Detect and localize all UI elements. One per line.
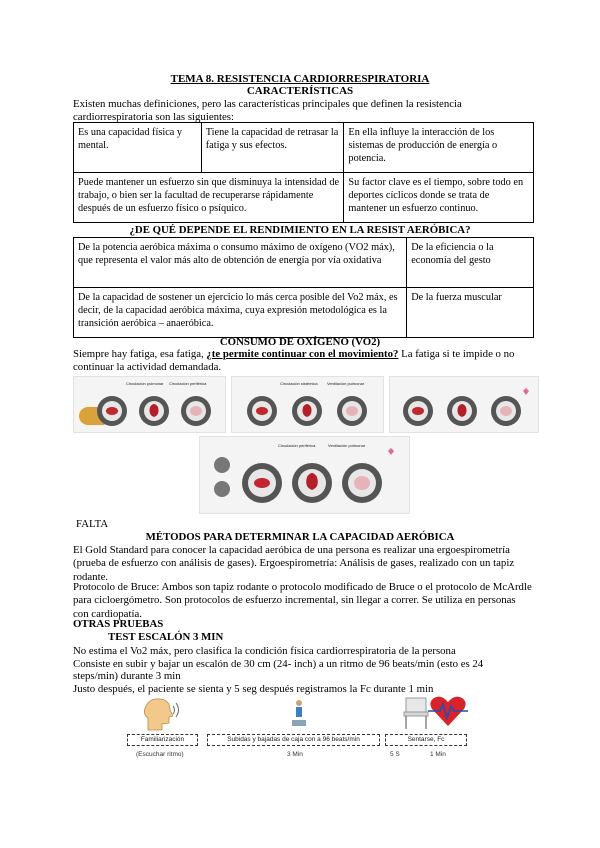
characteristics-heading: CARACTERÍSTICAS <box>246 85 354 97</box>
table-cell: De la fuerza muscular <box>407 288 534 338</box>
gear-diagram-3 <box>389 376 539 433</box>
gear-diagram-2 <box>231 376 384 433</box>
step-test-heading: TEST ESCALÓN 3 MIN <box>108 631 224 643</box>
characteristics-intro: Existen muchas definiciones, pero las características principales que definen la resistencia cardiorrespiratoria son las siguientes: <box>73 98 462 124</box>
figure-label: Circulación periférica <box>278 443 316 448</box>
step-figure-icon <box>288 698 310 728</box>
table-cell: Puede mantener un esfuerzo sin que disminuya la intensidad de trabajo, o bien ser la facultad de recuperarse rápidamente después de un esfuerzo físico o psíquico. <box>74 173 344 223</box>
table-cell: Es una capacidad física y mental. <box>74 123 202 173</box>
seated-hr-box: Sentarse, Fc <box>385 734 467 746</box>
gear-diagram-1 <box>73 376 226 433</box>
familiarization-box: Familiarización <box>127 734 198 746</box>
step-phase-box: Subidas y bajadas de caja con a 96 beats/min <box>207 734 380 746</box>
table-cell: Tiene la capacidad de retrasar la fatiga y sus efectos. <box>201 123 344 173</box>
aerobic-performance-heading: ¿DE QUÉ DEPENDE EL RENDIMIENTO EN LA RESIST AERÓBICA? <box>129 224 471 236</box>
phase-label: 3 Min <box>287 751 303 758</box>
methods-paragraph-1: El Gold Standard para conocer la capacidad aeróbica de una persona es realizar una ergoespirometría (prueba de esfuerzo con análisis de gases). Ergoespirometría: Análisis de gases, realizado con un tapiz rodante. <box>73 544 515 583</box>
figure-label: Circulación pulmonar <box>126 381 164 386</box>
oxygen-consumption-heading: CONSUMO DE OXÍGENO (VO2) <box>219 336 381 348</box>
table-cell: Su factor clave es el tiempo, sobre todo en deportes cíclicos donde se trata de mantener un esfuerzo continuo. <box>344 173 534 223</box>
table-cell: En ella influye la interacción de los sistemas de producción de energía o potencia. <box>344 123 534 173</box>
falta-label: FALTA <box>76 518 109 530</box>
figure-label: Circulación periférica <box>169 381 207 386</box>
phase-label: 5 S <box>390 751 400 758</box>
methods-paragraph-2: Protocolo de Bruce: Ambos son tapiz rodante o protocolo modificado de Bruce o el protocolo de McArdle para cicloergómetro. Son protocolos de esfuerzo incremental, sin llegar a correr. Se utiliza en personas con cardiopatía. <box>73 581 532 620</box>
other-tests-heading: OTRAS PRUEBAS <box>73 618 164 630</box>
step-test-line: No estima el Vo2 máx, pero clasifica la condición física cardiorrespiratoria de la persona <box>73 645 456 657</box>
document-title: TEMA 8. RESISTENCIA CARDIORRESPIRATORIA <box>170 73 430 85</box>
listening-head-icon <box>140 696 180 732</box>
table-cell: De la eficiencia o la economía del gesto <box>407 238 534 288</box>
methods-heading: MÉTODOS PARA DETERMINAR LA CAPACIDAD AERÓBICA <box>145 531 455 543</box>
table-cell: De la capacidad de sostener un ejercicio lo más cerca posible del Vo2 máx, es decir, de la capacidad aeróbica máxima, cuya expresión metodológica es la transición aeróbica – anaeróbica. <box>74 288 407 338</box>
phase-label: 1 Min <box>430 751 446 758</box>
step-test-line: Justo después, el paciente se sienta y 5 seg después registramos la Fc durante 1 min <box>73 683 434 695</box>
figure-label: Circulación sistémica <box>280 381 318 386</box>
aerobic-factors-table <box>73 237 534 338</box>
phase-label: (Escuchar ritmo) <box>136 751 184 758</box>
figure-label: Ventilación pulmonar <box>328 443 366 448</box>
figure-label: Ventilación pulmonar <box>327 381 365 386</box>
gear-diagram-4 <box>199 436 410 514</box>
table-cell: De la potencia aeróbica máxima o consumo máximo de oxígeno (VO2 máx), que representa el valor más alto de obtención de energía por vía oxidativa <box>74 238 407 288</box>
heart-rate-icon <box>428 694 468 728</box>
step-test-line: Consiste en subir y bajar un escalón de 30 cm (24- inch) a un ritmo de 96 beats/min (esto es 24 <box>73 658 484 670</box>
characteristics-table <box>73 122 534 223</box>
step-test-line: steps/min) durante 3 min <box>73 670 181 682</box>
oxygen-consumption-text: Siempre hay fatiga, esa fatiga, ¿te permite continuar con el movimiento? La fatiga si te impide o no continuar la actividad demandada. <box>73 348 515 374</box>
